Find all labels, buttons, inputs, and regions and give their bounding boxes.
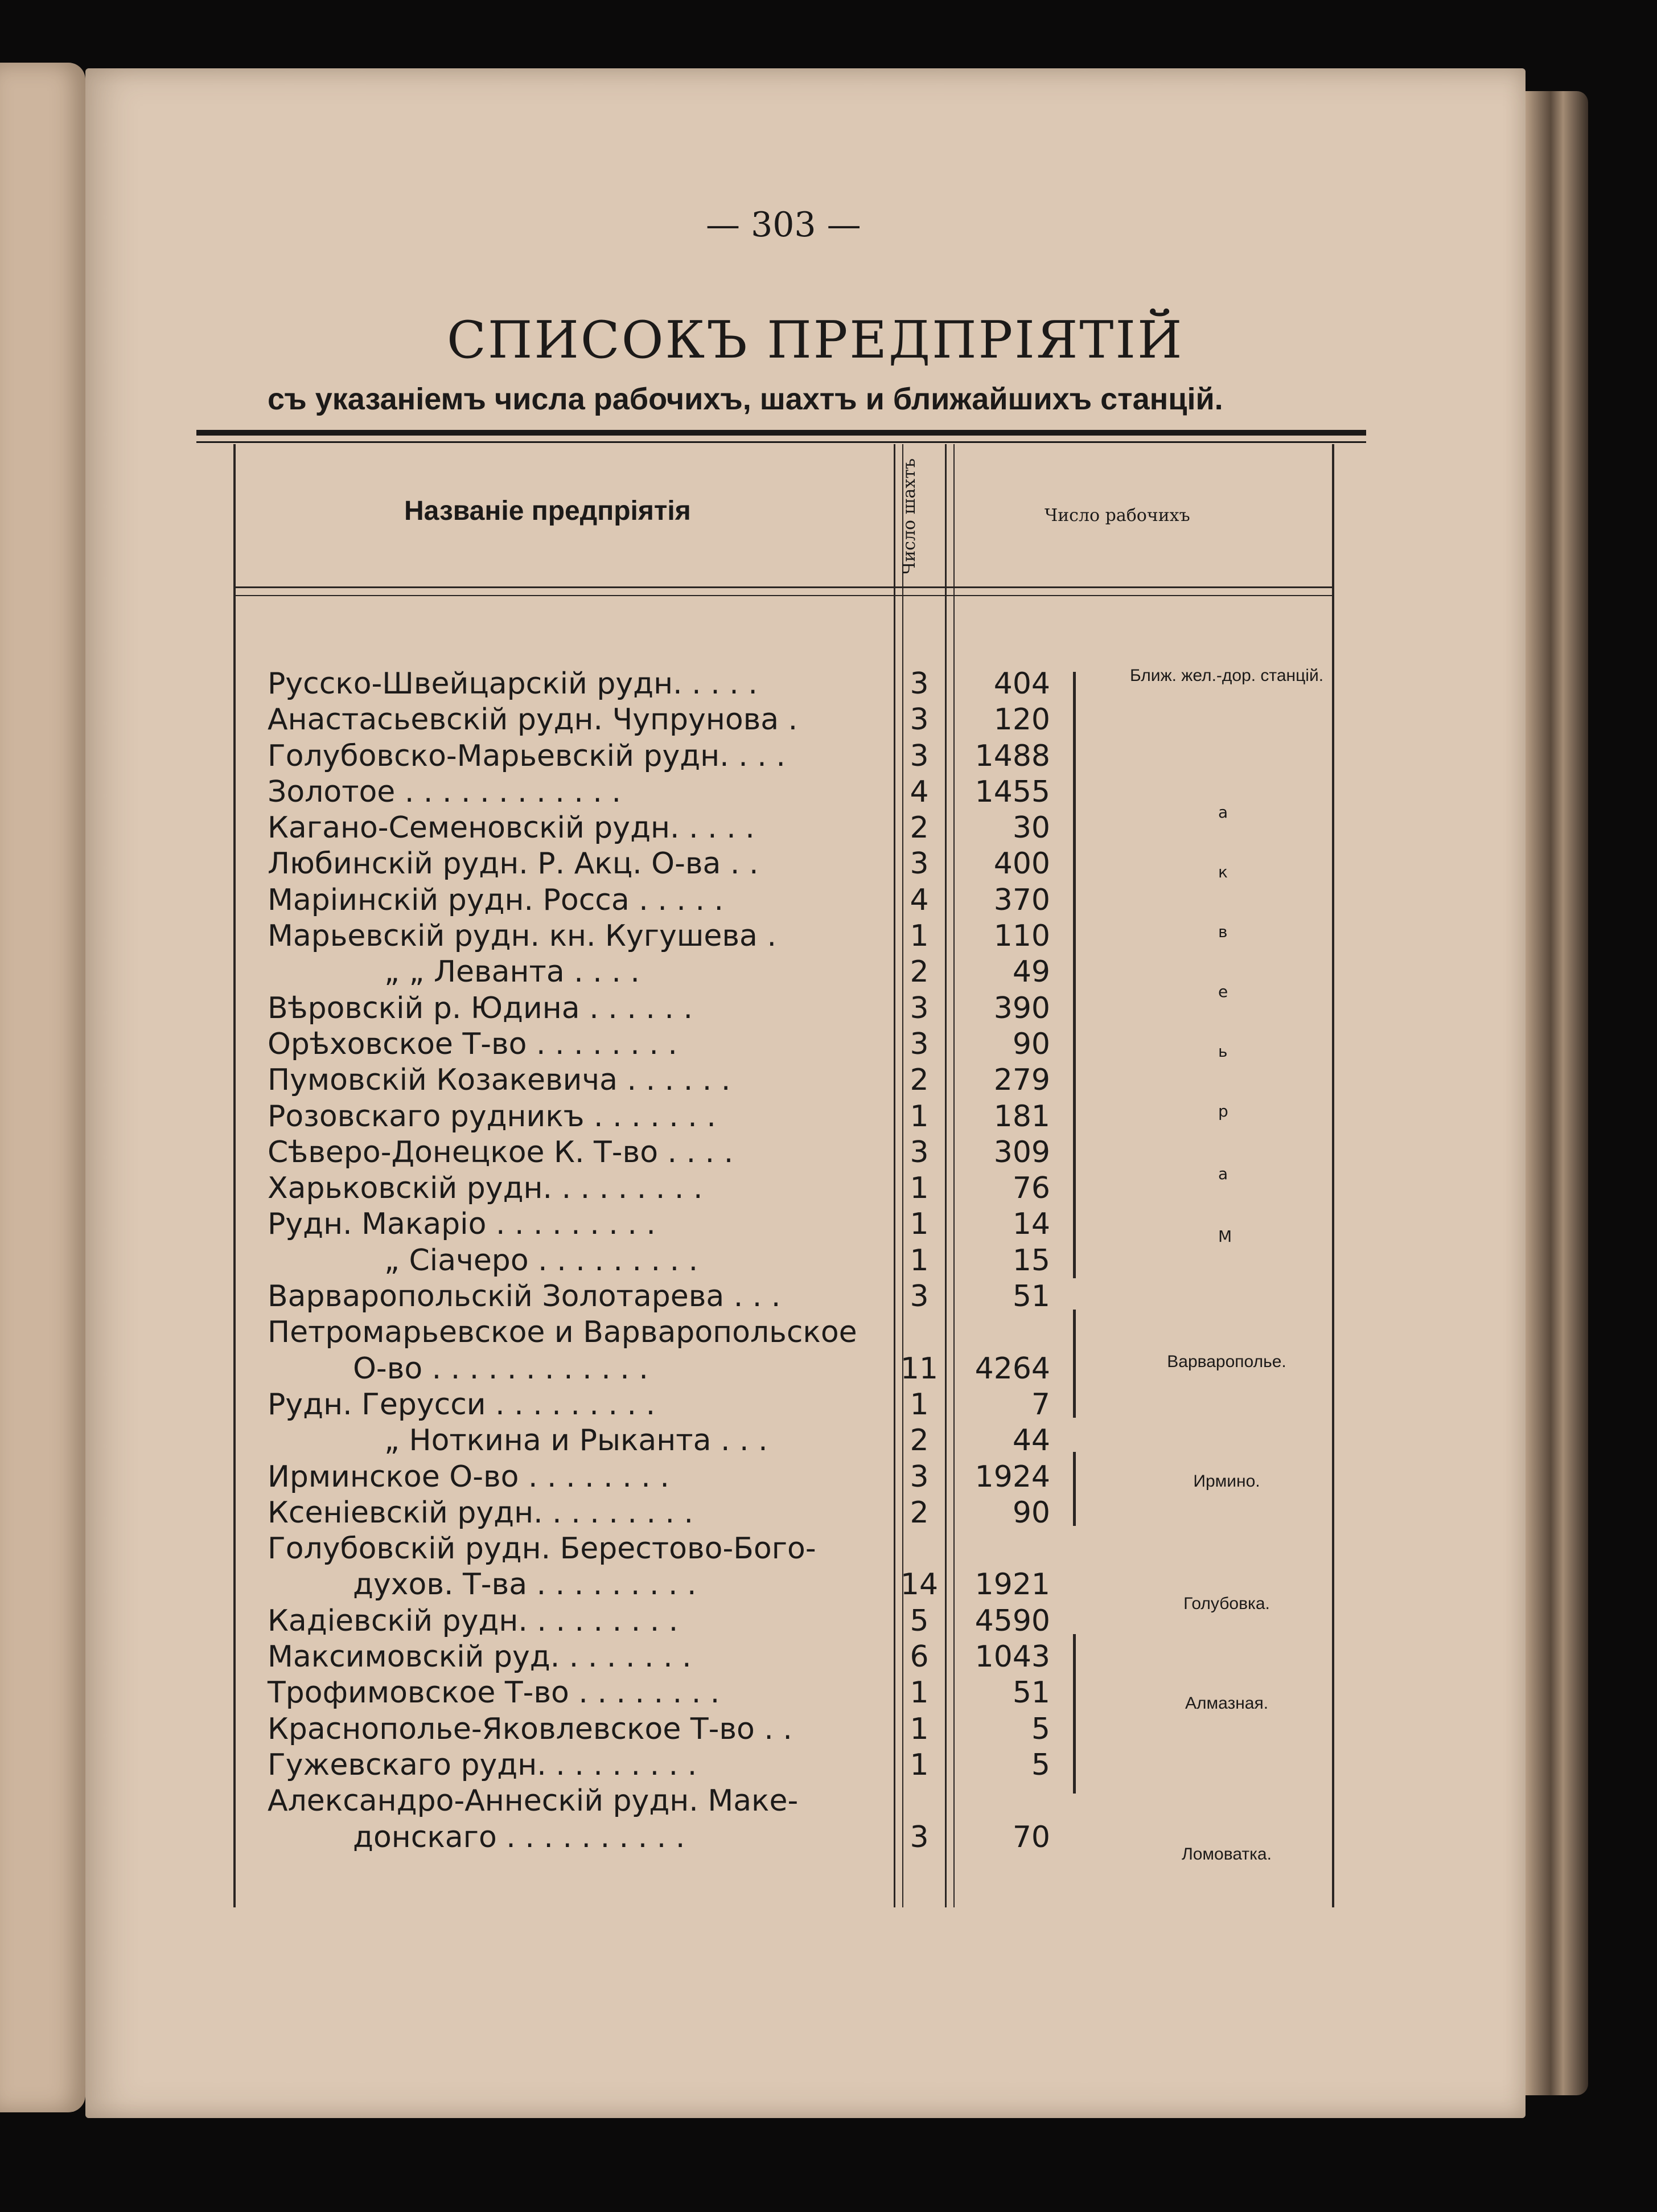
- table-row: [268, 1459, 1099, 1495]
- worker-count: 51: [1012, 1279, 1050, 1314]
- shaft-count: 4: [910, 883, 929, 917]
- table-row: [268, 1639, 1099, 1675]
- worker-count: 49: [1012, 955, 1050, 990]
- station-letter: а: [1218, 803, 1228, 822]
- station-golubovka: Голубовка.: [1183, 1594, 1270, 1613]
- table-row: [268, 702, 1099, 738]
- enterprise-name: Голубовско-Марьевскій рудн. . . .: [268, 738, 786, 773]
- enterprise-name: Вѣровскій р. Юдина . . . . . .: [268, 991, 693, 1025]
- enterprise-name: Гужевскаго рудн. . . . . . . . .: [268, 1747, 697, 1782]
- shaft-count: 4: [910, 774, 929, 809]
- enterprise-name: Сѣверо-Донецкое К. Т-во . . . .: [268, 1135, 734, 1169]
- shaft-count: 1: [910, 1676, 929, 1710]
- shaft-count: 3: [910, 667, 929, 701]
- table-row: [268, 1062, 1099, 1098]
- table-row: [268, 1675, 1099, 1711]
- worker-count: 30: [1012, 811, 1050, 846]
- worker-count: 279: [993, 1063, 1050, 1098]
- enterprise-name: „ Ноткина и Рыканта . . .: [384, 1423, 768, 1458]
- worker-count: 90: [1012, 1027, 1050, 1061]
- table-row: [268, 810, 1099, 846]
- table-row: [268, 1603, 1099, 1639]
- worker-count: 404: [993, 667, 1050, 701]
- enterprise-name: Русско-Швейцарскій рудн. . . . .: [268, 667, 758, 701]
- shaft-count: 3: [910, 1820, 929, 1854]
- worker-count: 15: [1012, 1243, 1050, 1278]
- grouping-brace-almaznaya: [1073, 1634, 1076, 1794]
- title-rule-thick: [196, 430, 1366, 436]
- shaft-count: 6: [910, 1640, 929, 1675]
- station-letter: М: [1218, 1227, 1232, 1246]
- shaft-count: 3: [910, 1279, 929, 1314]
- enterprise-name: Максимовскій руд. . . . . . . .: [268, 1640, 692, 1675]
- enterprise-name: Кагано-Семеновскій рудн. . . . .: [268, 811, 755, 846]
- shaft-count: 2: [910, 1063, 929, 1098]
- worker-count: 1921: [975, 1567, 1050, 1602]
- shaft-count: 1: [910, 1099, 929, 1134]
- enterprise-name: духов. Т-ва . . . . . . . . .: [353, 1567, 697, 1602]
- enterprise-name: Варваропольскій Золотарева . . .: [268, 1279, 781, 1314]
- shaft-count: 1: [910, 1387, 929, 1422]
- enterprise-name: Голубовскій рудн. Берестово-Бого-: [268, 1532, 816, 1566]
- column-header-shafts: Число шахтъ: [899, 458, 919, 575]
- station-letter: а: [1218, 1164, 1228, 1183]
- enterprise-name: Харьковскій рудн. . . . . . . . .: [268, 1171, 703, 1206]
- worker-count: 1924: [975, 1459, 1050, 1494]
- shaft-count: 2: [910, 1495, 929, 1530]
- table-row: [268, 1712, 1099, 1747]
- worker-count: 4590: [975, 1603, 1050, 1638]
- shaft-count: 3: [910, 738, 929, 773]
- table-row: [268, 1531, 1099, 1567]
- table-row: [268, 1351, 1099, 1387]
- shaft-count: 11: [900, 1351, 939, 1386]
- worker-count: 7: [1031, 1387, 1050, 1422]
- shaft-count: 3: [910, 847, 929, 881]
- enterprise-name: донскаго . . . . . . . . . .: [353, 1820, 685, 1854]
- station-almaznaya: Алмазная.: [1185, 1694, 1269, 1713]
- enterprise-name: Петромарьевское и Варваропольское: [268, 1315, 857, 1350]
- book-spine-edge: [1526, 91, 1588, 2095]
- table-row: [268, 1243, 1099, 1279]
- station-letter: р: [1218, 1102, 1228, 1121]
- worker-count: 181: [993, 1099, 1050, 1134]
- enterprise-name: Рудн. Герусси . . . . . . . . .: [268, 1387, 656, 1422]
- grouping-brace-irmino: [1073, 1452, 1076, 1526]
- enterprise-name: О-во . . . . . . . . . . . .: [353, 1351, 648, 1386]
- table-row: [268, 1423, 1099, 1459]
- station-varvaropolye: Варваропольe.: [1167, 1352, 1286, 1371]
- previous-page-edge: [0, 63, 85, 2112]
- table-row: [268, 1171, 1099, 1206]
- header-rule-2: [233, 595, 1332, 596]
- grouping-brace-varvaropolye: [1073, 1310, 1076, 1418]
- enterprise-name: „ „ Леванта . . . .: [384, 955, 640, 990]
- station-letter: к: [1218, 863, 1228, 881]
- worker-count: 5: [1031, 1747, 1050, 1782]
- shaft-count: 14: [900, 1567, 939, 1602]
- shaft-count: 5: [910, 1603, 929, 1638]
- enterprise-name: Любинскій рудн. Р. Акц. О-ва . .: [268, 847, 759, 881]
- worker-count: 400: [993, 847, 1050, 881]
- worker-count: 4264: [975, 1351, 1050, 1386]
- worker-count: 14: [1012, 1207, 1050, 1242]
- page-title: СПИСОКЪ ПРЕДПРІЯТІЙ: [447, 310, 1184, 370]
- station-header-note: Ближ. жел.-дор. станцій.: [1129, 666, 1324, 685]
- title-rule-thin: [196, 441, 1366, 443]
- table-row: [268, 883, 1099, 918]
- header-rule: [233, 586, 1332, 588]
- worker-count: 390: [993, 991, 1050, 1025]
- shaft-count: 1: [910, 1712, 929, 1746]
- shaft-count: 3: [910, 1135, 929, 1169]
- table-row: [268, 846, 1099, 882]
- shaft-count: 2: [910, 955, 929, 990]
- enterprise-name: Анастасьевскій рудн. Чупрунова .: [268, 703, 798, 737]
- table-row: [268, 774, 1099, 810]
- table-row: [268, 1495, 1099, 1531]
- page-number: — 303 —: [706, 205, 861, 245]
- worker-count: 110: [993, 919, 1050, 954]
- enterprise-name: Маріинскій рудн. Росса . . . . .: [268, 883, 724, 917]
- worker-count: 1488: [975, 738, 1050, 773]
- enterprise-name: Марьевскій рудн. кн. Кугушева .: [268, 919, 776, 954]
- worker-count: 44: [1012, 1423, 1050, 1458]
- station-lomovatka: Ломоватка.: [1182, 1845, 1272, 1864]
- shaft-count: 1: [910, 1243, 929, 1278]
- shaft-count: 3: [910, 703, 929, 737]
- enterprise-name: Краснополье-Яковлевское Т-во . .: [268, 1712, 792, 1746]
- enterprise-name: „ Сіачеро . . . . . . . . .: [384, 1243, 698, 1278]
- worker-count: 76: [1012, 1171, 1050, 1206]
- shaft-count: 2: [910, 1423, 929, 1458]
- table-row: [268, 666, 1099, 702]
- station-letter: е: [1218, 982, 1228, 1001]
- enterprise-name: Розовскаго рудникъ . . . . . . .: [268, 1099, 716, 1134]
- table-row: [268, 1206, 1099, 1242]
- enterprise-name: Пумовскій Козакевича . . . . . .: [268, 1063, 731, 1098]
- shaft-count: 1: [910, 919, 929, 954]
- shaft-count: 3: [910, 991, 929, 1025]
- enterprise-name: Трофимовское Т-во . . . . . . . .: [268, 1676, 720, 1710]
- column-header-name: Названіе предпріятія: [404, 496, 691, 526]
- shaft-count: 1: [910, 1171, 929, 1206]
- table-right-border: [1332, 444, 1334, 1907]
- table-row: [268, 918, 1099, 954]
- enterprise-name: Ксеніевскій рудн. . . . . . . . .: [268, 1495, 694, 1530]
- worker-count: 51: [1012, 1676, 1050, 1710]
- enterprise-name: Орѣховское Т-во . . . . . . . .: [268, 1027, 677, 1061]
- enterprise-name: Золотое . . . . . . . . . . . .: [268, 774, 622, 809]
- table-row: [268, 954, 1099, 990]
- enterprise-name: Ирминское О-во . . . . . . . .: [268, 1459, 669, 1494]
- enterprise-name: Александро-Аннескій рудн. Маке-: [268, 1784, 799, 1819]
- table-left-border: [233, 444, 236, 1907]
- table-row: [268, 1783, 1099, 1819]
- column-header-workers: Число рабочихъ: [1045, 506, 1190, 526]
- table-row: [268, 1099, 1099, 1135]
- shaft-count: 1: [910, 1207, 929, 1242]
- shaft-count: 1: [910, 1747, 929, 1782]
- station-irmino: Ирмино.: [1193, 1472, 1260, 1491]
- worker-count: 309: [993, 1135, 1050, 1169]
- worker-count: 1043: [975, 1640, 1050, 1675]
- page-subtitle: съ указаніемъ числа рабочихъ, шахтъ и ближайшихъ станцій.: [268, 382, 1223, 416]
- table-row: [268, 1027, 1099, 1062]
- table-row: [268, 738, 1099, 774]
- shaft-count: 3: [910, 1459, 929, 1494]
- table-row: [268, 1387, 1099, 1423]
- enterprise-table-body: [268, 666, 1099, 1856]
- grouping-brace-marievka: [1073, 672, 1076, 1278]
- table-row: [268, 1820, 1099, 1856]
- enterprise-name: Рудн. Макаріо . . . . . . . . .: [268, 1207, 656, 1242]
- shaft-count: 3: [910, 1027, 929, 1061]
- table-row: [268, 1747, 1099, 1783]
- enterprise-name: Кадіевскій рудн. . . . . . . . .: [268, 1603, 679, 1638]
- table-row: [268, 1567, 1099, 1603]
- table-row: [268, 1315, 1099, 1351]
- worker-count: 120: [993, 703, 1050, 737]
- shaft-count: 2: [910, 811, 929, 846]
- station-letter: в: [1218, 922, 1228, 941]
- station-letter: ь: [1218, 1042, 1228, 1061]
- worker-count: 370: [993, 883, 1050, 917]
- table-row: [268, 1279, 1099, 1315]
- worker-count: 5: [1031, 1712, 1050, 1746]
- worker-count: 70: [1012, 1820, 1050, 1854]
- table-row: [268, 991, 1099, 1027]
- worker-count: 1455: [975, 774, 1050, 809]
- table-row: [268, 1135, 1099, 1171]
- worker-count: 90: [1012, 1495, 1050, 1530]
